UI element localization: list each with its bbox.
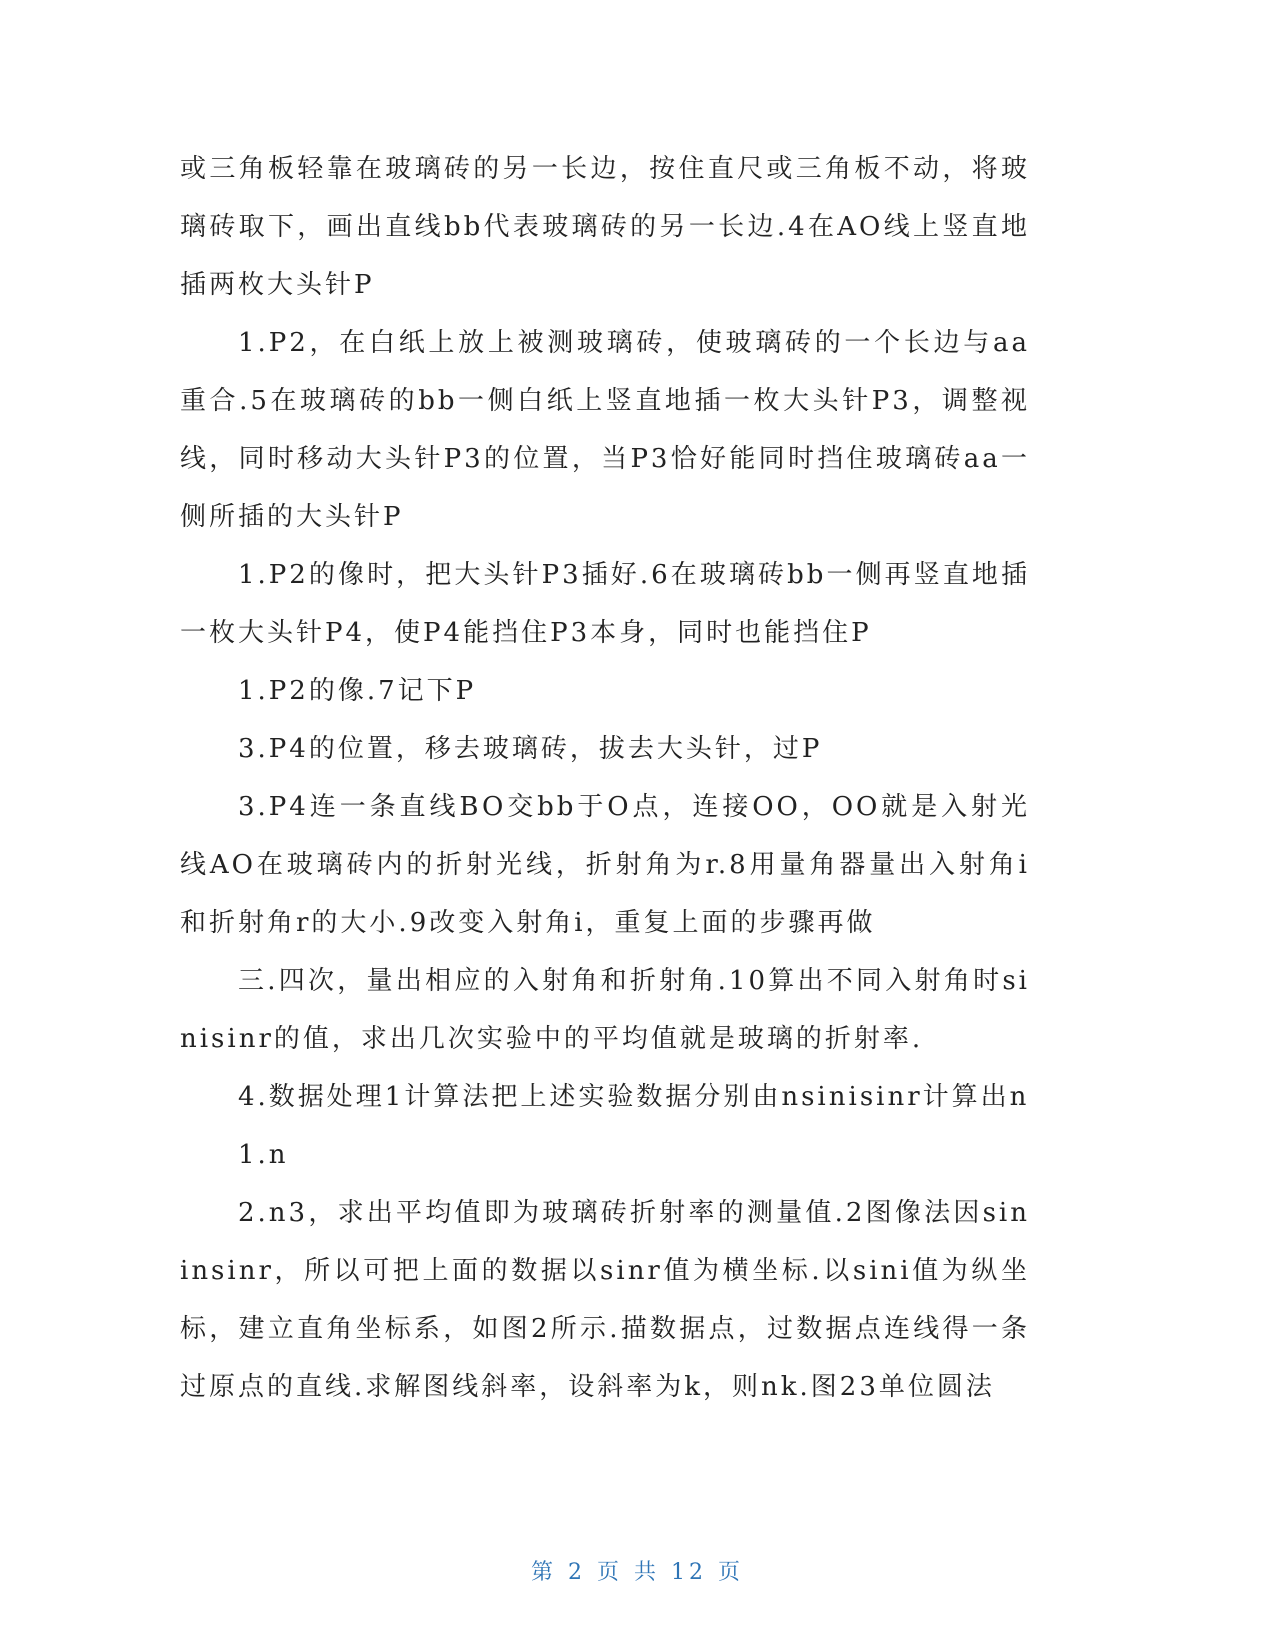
paragraph-6: 3.P4连一条直线BO交bb于O点，连接OO，OO就是入射光线AO在玻璃砖内的折射光线，折射角为r.8用量角器量出入射角i和折射角r的大小.9改变入射角i，重复上面的步骤再做	[180, 792, 1030, 938]
paragraph-1: 或三角板轻靠在玻璃砖的另一长边，按住直尺或三角板不动，将玻璃砖取下，画出直线bb代表玻璃砖的另一长边.4在AO线上竖直地插两枚大头针P	[180, 154, 1030, 300]
page-footer: 第 2 页 共 12 页	[531, 1560, 744, 1585]
paragraph-8: 4.数据处理1计算法把上述实验数据分别由nsinisinr计算出n	[238, 1082, 1030, 1112]
paragraph-3: 1.P2的像时，把大头针P3插好.6在玻璃砖bb一侧再竖直地插一枚大头针P4，使P4能挡住P3本身，同时也能挡住P	[180, 560, 1030, 648]
paragraph-4: 1.P2的像.7记下P	[238, 676, 477, 706]
paragraph-5: 3.P4的位置，移去玻璃砖，拔去大头针，过P	[238, 734, 823, 764]
document-body	[180, 140, 1030, 1416]
paragraph-9: 1.n	[238, 1140, 289, 1170]
paragraph-2: 1.P2，在白纸上放上被测玻璃砖，使玻璃砖的一个长边与aa重合.5在玻璃砖的bb一侧白纸上竖直地插一枚大头针P3，调整视线，同时移动大头针P3的位置，当P3恰好能同时挡住玻璃砖aa一侧所插的大头针P	[180, 328, 1030, 532]
paragraph-7: 三.四次，量出相应的入射角和折射角.10算出不同入射角时sinisinr的值，求出几次实验中的平均值就是玻璃的折射率.	[180, 966, 1030, 1054]
paragraph-10: 2.n3，求出平均值即为玻璃砖折射率的测量值.2图像法因sininsinr，所以可把上面的数据以sinr值为横坐标.以sini值为纵坐标，建立直角坐标系，如图2所示.描数据点，过数据点连线得一条过原点的直线.求解图线斜率，设斜率为k，则nk.图23单位圆法	[180, 1198, 1030, 1402]
